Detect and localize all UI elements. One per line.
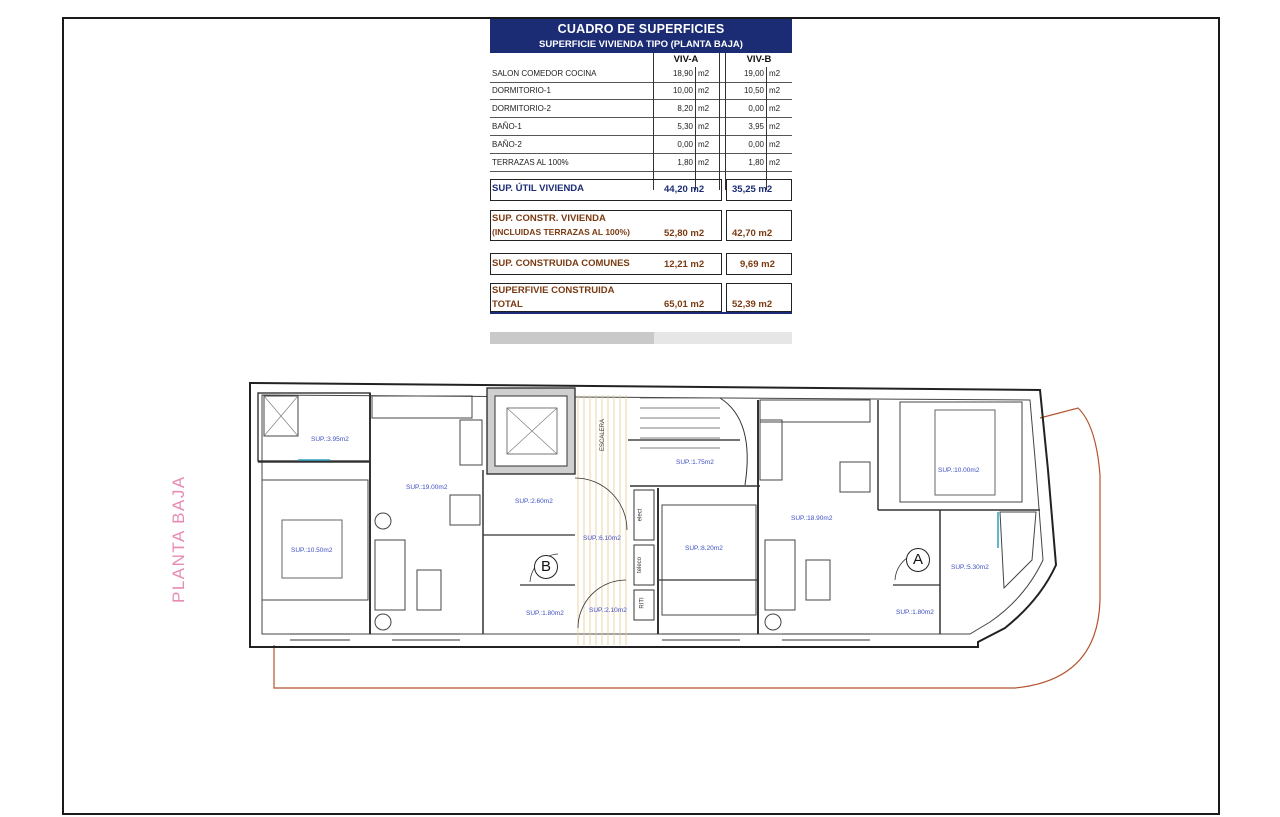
area-portal: SUP.:6.10m2	[583, 535, 621, 542]
total-sublabel: TOTAL	[492, 299, 523, 310]
row-label: TERRAZAS AL 100%	[492, 158, 569, 167]
row-value-a: 0,00	[677, 140, 693, 149]
row-value-b: 1,80	[748, 158, 764, 167]
comunes-label: SUP. CONSTRUIDA COMUNES	[492, 258, 630, 269]
area-dorm-a: SUP.:10.00m2	[938, 467, 980, 474]
column-header-b: VIV-B	[746, 54, 772, 65]
row-value-b: 19,00	[743, 69, 764, 78]
table-title: CUADRO DE SUPERFICIES	[557, 22, 725, 36]
row-unit-a: m2	[698, 69, 710, 78]
row-unit-a: m2	[698, 140, 710, 149]
row-value-a: 18,90	[672, 69, 693, 78]
comunes-a: 12,21 m2	[664, 259, 705, 270]
area-salon-a: SUP.:18.90m2	[791, 515, 833, 522]
constr-label: SUP. CONSTR. VIVIENDA	[492, 213, 606, 224]
util-b: 35,25 m2	[732, 184, 773, 195]
row-value-a: 10,00	[672, 86, 693, 95]
label-escalera: ESCALERA	[600, 418, 607, 452]
row-value-a: 8,20	[677, 104, 693, 113]
row-value-a: 1,80	[677, 158, 693, 167]
constr-sublabel: (INCLUIDAS TERRAZAS AL 100%)	[492, 227, 630, 237]
area-bano-a: SUP.:5.30m2	[951, 564, 989, 571]
comunes-b: 9,69 m2	[740, 259, 775, 270]
row-label: BAÑO-2	[492, 140, 522, 149]
util-a: 44,20 m2	[664, 184, 705, 195]
row-value-b: 3,95	[748, 122, 764, 131]
total-a: 65,01 m2	[664, 299, 705, 310]
area-portal-entrada: SUP.:2.10m2	[589, 607, 627, 614]
area-salon-b: SUP.:19.00m2	[406, 484, 448, 491]
row-label: BAÑO-1	[492, 122, 522, 131]
row-value-b: 10,50	[743, 86, 764, 95]
column-header-a: VIV-A	[673, 54, 699, 65]
plan-title: PLANTA BAJA	[169, 475, 188, 603]
constr-a: 52,80 m2	[664, 228, 705, 239]
row-unit-b: m2	[769, 122, 781, 131]
row-unit-b: m2	[769, 140, 781, 149]
unit-a-marker: A	[906, 548, 930, 572]
label-teleco: teleco	[637, 556, 644, 574]
total-b: 52,39 m2	[732, 299, 773, 310]
row-unit-a: m2	[698, 122, 710, 131]
constr-b: 42,70 m2	[732, 228, 773, 239]
label-riti: RITI	[639, 597, 646, 609]
table-subtitle: SUPERFICIE VIVIENDA TIPO (PLANTA BAJA)	[539, 39, 743, 50]
row-label: DORMITORIO-1	[492, 86, 551, 95]
row-label: DORMITORIO-2	[492, 104, 551, 113]
area-terraza-b: SUP.:1.80m2	[526, 610, 564, 617]
area-dorm2-a: SUP.:8.20m2	[685, 545, 723, 552]
row-label: SALON COMEDOR COCINA	[492, 69, 597, 78]
row-unit-b: m2	[769, 86, 781, 95]
area-dorm-b: SUP.:10.50m2	[291, 547, 333, 554]
area-pasillo-b: SUP.:2.60m2	[515, 498, 553, 505]
row-value-b: 0,00	[748, 104, 764, 113]
row-value-a: 5,30	[677, 122, 693, 131]
total-label: SUPERFIVIE CONSTRUIDA	[492, 285, 615, 296]
row-unit-b: m2	[769, 104, 781, 113]
row-value-b: 0,00	[748, 140, 764, 149]
row-unit-a: m2	[698, 158, 710, 167]
area-escalera: SUP.:1.75m2	[676, 459, 714, 466]
unit-b-marker: B	[534, 555, 558, 579]
row-unit-b: m2	[769, 158, 781, 167]
area-bano-b: SUP.:3.95m2	[311, 436, 349, 443]
label-elect: elect	[637, 508, 644, 522]
row-unit-a: m2	[698, 86, 710, 95]
row-unit-b: m2	[769, 69, 781, 78]
area-terraza-a: SUP.:1.80m2	[896, 609, 934, 616]
row-unit-a: m2	[698, 104, 710, 113]
util-label: SUP. ÚTIL VIVIENDA	[492, 183, 585, 194]
